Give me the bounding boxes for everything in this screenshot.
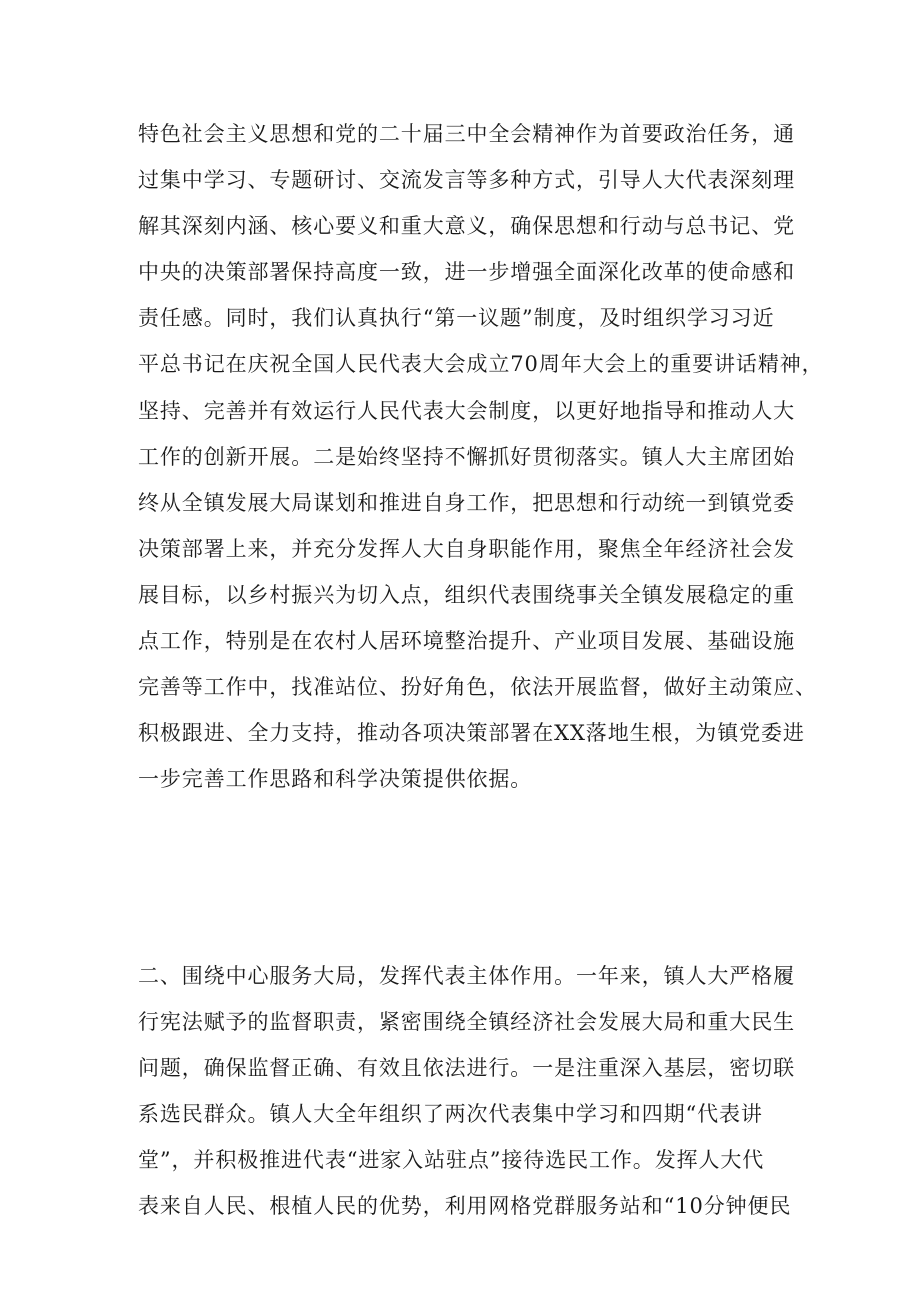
text-line: 平总书记在庆祝全国人民代表大会成立70周年大会上的重要讲话精神， — [138, 352, 824, 377]
text-line: 问题，确保监督正确、有效且依法进行。一是注重深入基层，密切联 — [138, 1056, 795, 1081]
text-line: 系选民群众。镇人大全年组织了两次代表集中学习和四期“代表讲 — [138, 1102, 763, 1127]
text-line: 表来自人民、根植人民的优势，利用网格党群服务站和“10分钟便民 — [138, 1194, 792, 1219]
text-line: 完善等工作中，找准站位、扮好角色，依法开展监督，做好主动策应、 — [138, 675, 817, 700]
text-line: 展目标，以乡村振兴为切入点，组织代表围绕事关全镇发展稳定的重 — [138, 582, 795, 607]
paragraph-2 — [138, 953, 798, 1230]
text-line: 责任感。同时，我们认真执行“第一议题”制度，及时组织学习习近 — [138, 306, 775, 331]
text-line: 过集中学习、专题研讨、交流发言等多种方式，引导人大代表深刻理 — [138, 168, 795, 193]
text-line: 行宪法赋予的监督职责，紧密围绕全镇经济社会发展大局和重大民生 — [138, 1010, 795, 1035]
text-line: 解其深刻内涵、核心要义和重大意义，确保思想和行动与总书记、党 — [138, 214, 795, 239]
text-line: 坚持、完善并有效运行人民代表大会制度，以更好地指导和推动人大 — [138, 398, 795, 423]
text-line: 特色社会主义思想和党的二十届三中全会精神作为首要政治任务，通 — [138, 122, 795, 146]
text-line: 积极跟进、全力支持，推动各项决策部署在XX落地生根，为镇党委进 — [138, 721, 805, 746]
text-line: 终从全镇发展大局谋划和推进自身工作，把思想和行动统一到镇党委 — [138, 490, 795, 515]
text-line: 二、围绕中心服务大局，发挥代表主体作用。一年来，镇人大严格履 — [138, 964, 795, 988]
paragraph-1 — [138, 111, 824, 802]
text-line: 堂”，并积极推进代表“进家入站驻点”接待选民工作。发挥人大代 — [138, 1148, 765, 1173]
text-line: 中央的决策部署保持高度一致，进一步增强全面深化改革的使命感和 — [138, 260, 795, 285]
text-line: 决策部署上来，并充分发挥人大自身职能作用，聚焦全年经济社会发 — [138, 536, 795, 561]
text-line: 一步完善工作思路和科学决策提供依据。 — [138, 767, 533, 792]
text-line: 点工作，特别是在农村人居环境整治提升、产业项目发展、基础设施 — [138, 629, 795, 654]
text-line: 工作的创新开展。二是始终坚持不懈抓好贯彻落实。镇人大主席团始 — [138, 444, 795, 469]
